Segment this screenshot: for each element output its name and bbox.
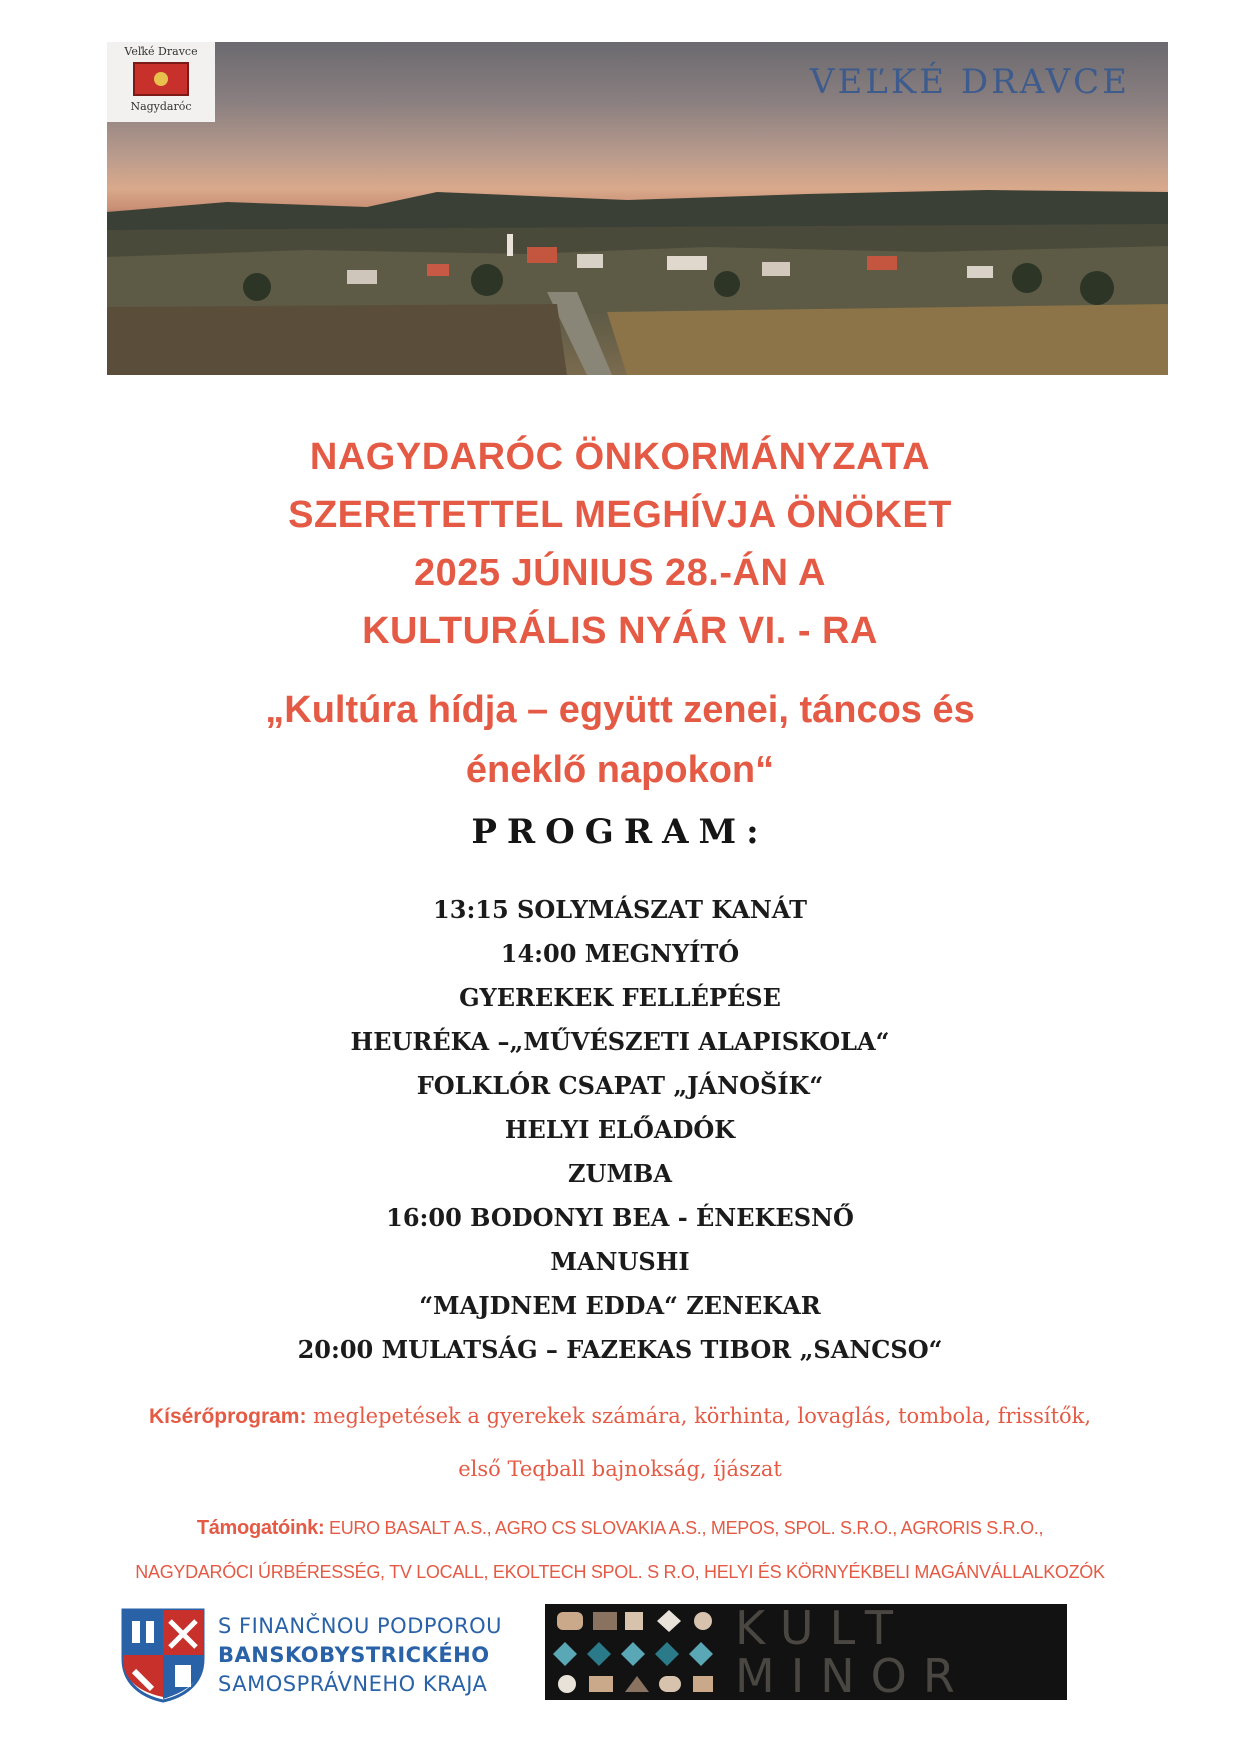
program-item: FOLKLÓR CSAPAT „JÁNOŠÍK“: [416, 1071, 824, 1100]
program-item: “MAJDNEM EDDA“ ZENEKAR: [419, 1291, 821, 1320]
header-banner-photo: [107, 42, 1168, 375]
banner-title: VEĽKÉ DRAVCE: [809, 62, 1130, 102]
kult-minor-wordmark: [735, 1604, 971, 1700]
sponsors-label: Támogatóink:: [196, 1517, 325, 1539]
program-item: HELYI ELŐADÓK: [504, 1115, 736, 1144]
headline-line: NAGYDARÓC ÖNKORMÁNYZATA: [309, 436, 931, 478]
subtitle-line: éneklő napokon“: [465, 749, 775, 791]
village-crest-icon: [133, 62, 189, 96]
side-program-line: első Teqball bajnokság, íjászat: [458, 1457, 782, 1481]
program-item: 14:00 MEGNYÍTÓ: [500, 939, 740, 968]
sponsors-line: NAGYDARÓCI ÚRBÉRESSÉG, TV LOCALL, EKOLTECH SPOL. S R.O, HELYI ÉS KÖRNYÉKBELI MAGÁNVÁLLALKOZÓK: [135, 1562, 1105, 1582]
program-item: HEURÉKA –„MŰVÉSZETI ALAPISKOLA“: [350, 1027, 890, 1056]
side-program: [0, 1390, 1240, 1495]
subtitle-line: „Kultúra hídja – együtt zenei, táncos és: [265, 689, 975, 731]
funding-line: SAMOSPRÁVNEHO KRAJA: [218, 1672, 488, 1696]
kult-minor-logo: [545, 1604, 1067, 1700]
village-logo: [107, 42, 215, 122]
side-program-text: meglepetések a gyerekek számára, körhinta, lovaglás, tombola, frissítők,: [313, 1404, 1092, 1428]
program-heading: PROGRAM:: [471, 812, 769, 852]
program-item: 20:00 MULATSÁG – FAZEKAS TIBOR „SANCSO“: [297, 1335, 943, 1364]
sponsors-text: EURO BASALT A.S., AGRO CS SLOVAKIA A.S., MEPOS, SPOL. S.R.O., AGRORIS S.R.O.,: [329, 1518, 1044, 1538]
program-item: 16:00 BODONYI BEA - ÉNEKESNŐ: [386, 1203, 854, 1232]
logo-bottom-text: Nagydaróc: [130, 100, 192, 113]
sponsors: [0, 1506, 1240, 1594]
event-subtitle: [0, 680, 1240, 800]
program-item: GYEREKEK FELLÉPÉSE: [459, 983, 781, 1012]
funding-line: S FINANČNOU PODPOROU: [218, 1614, 503, 1638]
program-item: ZUMBA: [568, 1159, 672, 1188]
side-program-line: [0, 1390, 1240, 1443]
funding-text: [218, 1612, 502, 1699]
kult-line: MINOR: [735, 1649, 971, 1700]
program-item: MANUSHI: [550, 1247, 690, 1276]
region-crest-icon: [120, 1607, 206, 1703]
invitation-headline: [0, 428, 1240, 660]
program-list: [0, 888, 1240, 1372]
sponsors-line: [0, 1506, 1240, 1550]
headline-line: 2025 JÚNIUS 28.-ÁN A: [414, 552, 826, 594]
funding-line: BANSKOBYSTRICKÉHO: [218, 1643, 490, 1667]
kult-line: KULT: [735, 1604, 909, 1655]
headline-line: KULTURÁLIS NYÁR VI. - RA: [362, 610, 878, 652]
side-program-label: Kísérőprogram:: [148, 1405, 307, 1428]
geometric-pattern-icon: [545, 1604, 735, 1700]
logo-top-text: Veľké Dravce: [124, 45, 198, 58]
program-item: 13:15 SOLYMÁSZAT KANÁT: [433, 895, 807, 924]
headline-line: SZERETETTEL MEGHÍVJA ÖNÖKET: [288, 494, 952, 536]
